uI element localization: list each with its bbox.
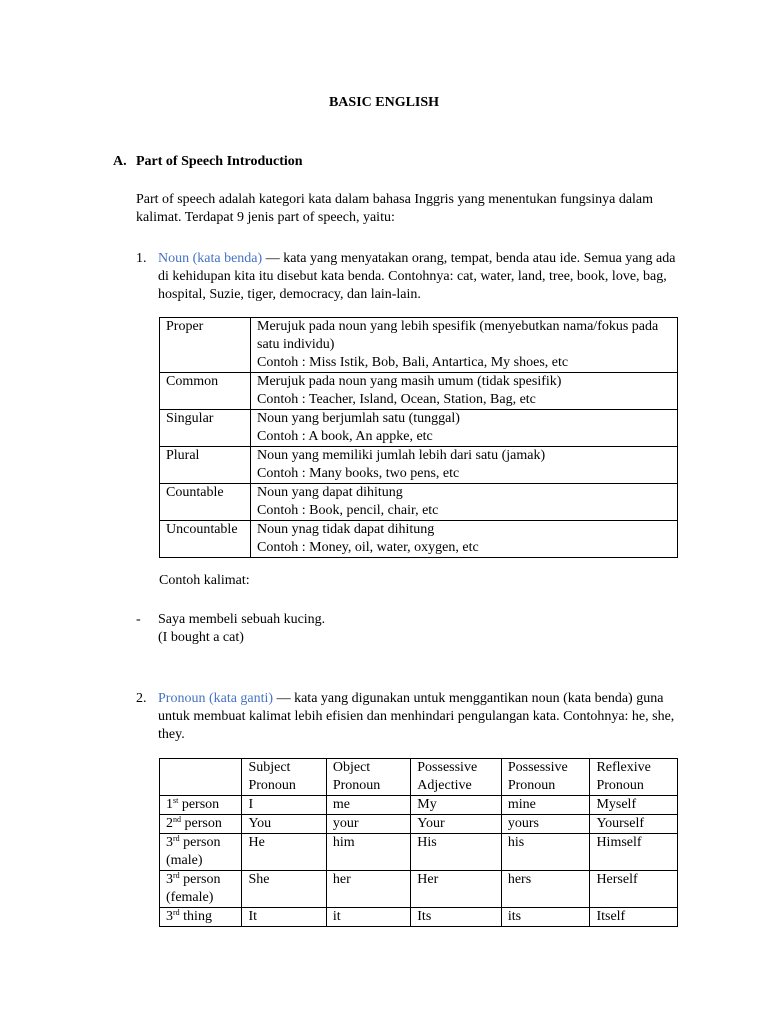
row-label-number: 3 xyxy=(166,835,173,850)
noun-definition-cell xyxy=(251,373,678,410)
pronoun-cell: yours xyxy=(501,815,590,834)
section-title: Part of Speech Introduction xyxy=(136,154,303,169)
definition-line: Noun yang memiliki jumlah lebih dari satu (jamak) xyxy=(257,448,546,463)
pronoun-cell: him xyxy=(326,834,410,871)
pronoun-cell: her xyxy=(326,871,410,908)
row-label xyxy=(160,796,242,815)
pronoun-cell: mine xyxy=(501,796,590,815)
column-header: Possessive Adjective xyxy=(411,759,502,796)
pronoun-cell: Herself xyxy=(590,871,678,908)
example-sentence: Saya membeli sebuah kucing. xyxy=(158,612,326,627)
pronoun-cell: You xyxy=(242,815,326,834)
example-line: Contoh : Book, pencil, chair, etc xyxy=(257,503,439,518)
noun-type-cell: Proper xyxy=(160,318,251,373)
page-title: BASIC ENGLISH xyxy=(328,95,440,110)
column-header: Object Pronoun xyxy=(326,759,410,796)
row-label xyxy=(160,834,242,871)
pronoun-cell: My xyxy=(411,796,502,815)
pronoun-description xyxy=(158,690,678,744)
row-label-text: person xyxy=(178,797,220,812)
table-row xyxy=(160,834,678,871)
example-translation: (I bought a cat) xyxy=(158,630,244,645)
row-label-number: 3 xyxy=(166,909,173,924)
column-header: Subject Pronoun xyxy=(242,759,326,796)
table-row xyxy=(160,815,678,834)
noun-definition-cell xyxy=(251,410,678,447)
noun-types-table xyxy=(159,317,678,558)
section-a-heading xyxy=(113,153,303,171)
pronoun-cell: Your xyxy=(411,815,502,834)
ordinal-suffix: rd xyxy=(173,834,180,843)
pronoun-cell: His xyxy=(411,834,502,871)
ordinal-suffix: rd xyxy=(173,871,180,880)
row-label-number: 3 xyxy=(166,872,173,887)
noun-type-cell: Common xyxy=(160,373,251,410)
header-row xyxy=(160,759,678,796)
column-header: Possessive Pronoun xyxy=(501,759,590,796)
noun-definition-cell xyxy=(251,484,678,521)
pronoun-cell: He xyxy=(242,834,326,871)
row-label-text: person (female) xyxy=(166,872,221,905)
list-number: 2. xyxy=(136,691,147,706)
pronoun-cell: me xyxy=(326,796,410,815)
noun-type-cell: Countable xyxy=(160,484,251,521)
noun-description xyxy=(158,250,678,304)
table-row xyxy=(160,447,678,484)
row-label xyxy=(160,871,242,908)
dash-bullet: - xyxy=(136,612,141,627)
table-row xyxy=(160,484,678,521)
pronoun-cell: your xyxy=(326,815,410,834)
noun-definition-cell xyxy=(251,318,678,373)
definition-line: Merujuk pada noun yang masih umum (tidak spesifik) xyxy=(257,374,562,389)
pronoun-cell: Myself xyxy=(590,796,678,815)
example-line: Contoh : Money, oil, water, oxygen, etc xyxy=(257,540,479,555)
noun-description-text: — kata yang menyatakan orang, tempat, benda atau ide. Semua yang ada di kehidupan kita itu disebut kata benda. Contohnya: cat, water, land, tree, book, love, bag, hospital, Suzie, tiger, democracy, dan lain-lain. xyxy=(158,251,676,302)
noun-type-cell: Singular xyxy=(160,410,251,447)
pronoun-cell: Its xyxy=(411,908,502,927)
row-label-text: person xyxy=(181,816,222,831)
table-row xyxy=(160,318,678,373)
ordinal-suffix: rd xyxy=(173,908,180,917)
example-line: Contoh : Miss Istik, Bob, Bali, Antartica, My shoes, etc xyxy=(257,355,569,370)
noun-definition-cell xyxy=(251,521,678,558)
ordinal-suffix: st xyxy=(173,796,179,805)
pronoun-cell: It xyxy=(242,908,326,927)
pronoun-term: Pronoun (kata ganti) xyxy=(158,691,274,706)
section-letter: A. xyxy=(113,154,127,169)
table-row xyxy=(160,871,678,908)
table-row xyxy=(160,908,678,927)
definition-line: Noun ynag tidak dapat dihitung xyxy=(257,522,435,537)
pronoun-cell: Itself xyxy=(590,908,678,927)
column-header xyxy=(160,759,242,796)
example-line: Contoh : A book, An appke, etc xyxy=(257,429,433,444)
row-label xyxy=(160,815,242,834)
noun-term: Noun (kata benda) xyxy=(158,251,263,266)
table-row xyxy=(160,521,678,558)
pronoun-cell: its xyxy=(501,908,590,927)
pronoun-cell: his xyxy=(501,834,590,871)
pronoun-cell: hers xyxy=(501,871,590,908)
example-line: Contoh : Many books, two pens, etc xyxy=(257,466,460,481)
noun-type-cell: Uncountable xyxy=(160,521,251,558)
definition-line: Merujuk pada noun yang lebih spesifik (menyebutkan nama/fokus pada satu individu) xyxy=(257,319,659,352)
noun-type-cell: Plural xyxy=(160,447,251,484)
column-header: Reflexive Pronoun xyxy=(590,759,678,796)
pronoun-cell: I xyxy=(242,796,326,815)
pronoun-description-text: — kata yang digunakan untuk menggantikan noun (kata benda) guna untuk membuat kalimat lebih efisien dan menhindari pengulangan kata. Contohnya: he, she, they. xyxy=(158,691,675,742)
pronoun-cell: it xyxy=(326,908,410,927)
pronoun-cell: Himself xyxy=(590,834,678,871)
pronoun-cell: Yourself xyxy=(590,815,678,834)
example-label: Contoh kalimat: xyxy=(159,573,250,588)
row-label-text: person (male) xyxy=(166,835,221,868)
ordinal-suffix: nd xyxy=(173,815,181,824)
definition-line: Noun yang berjumlah satu (tunggal) xyxy=(257,411,460,426)
table-row xyxy=(160,373,678,410)
pronoun-table xyxy=(159,758,678,927)
table-row xyxy=(160,410,678,447)
table-row xyxy=(160,796,678,815)
row-label-text: thing xyxy=(179,909,212,924)
row-label-number: 1 xyxy=(166,797,173,812)
pronoun-cell: Her xyxy=(411,871,502,908)
definition-line: Noun yang dapat dihitung xyxy=(257,485,403,500)
pronoun-cell: She xyxy=(242,871,326,908)
intro-paragraph: Part of speech adalah kategori kata dalam bahasa Inggris yang menentukan fungsinya dalam kalimat. Terdapat 9 jenis part of speech, yaitu: xyxy=(136,192,654,225)
row-label-number: 2 xyxy=(166,816,173,831)
example-line: Contoh : Teacher, Island, Ocean, Station, Bag, etc xyxy=(257,392,536,407)
row-label xyxy=(160,908,242,927)
list-number: 1. xyxy=(136,251,147,266)
noun-definition-cell xyxy=(251,447,678,484)
